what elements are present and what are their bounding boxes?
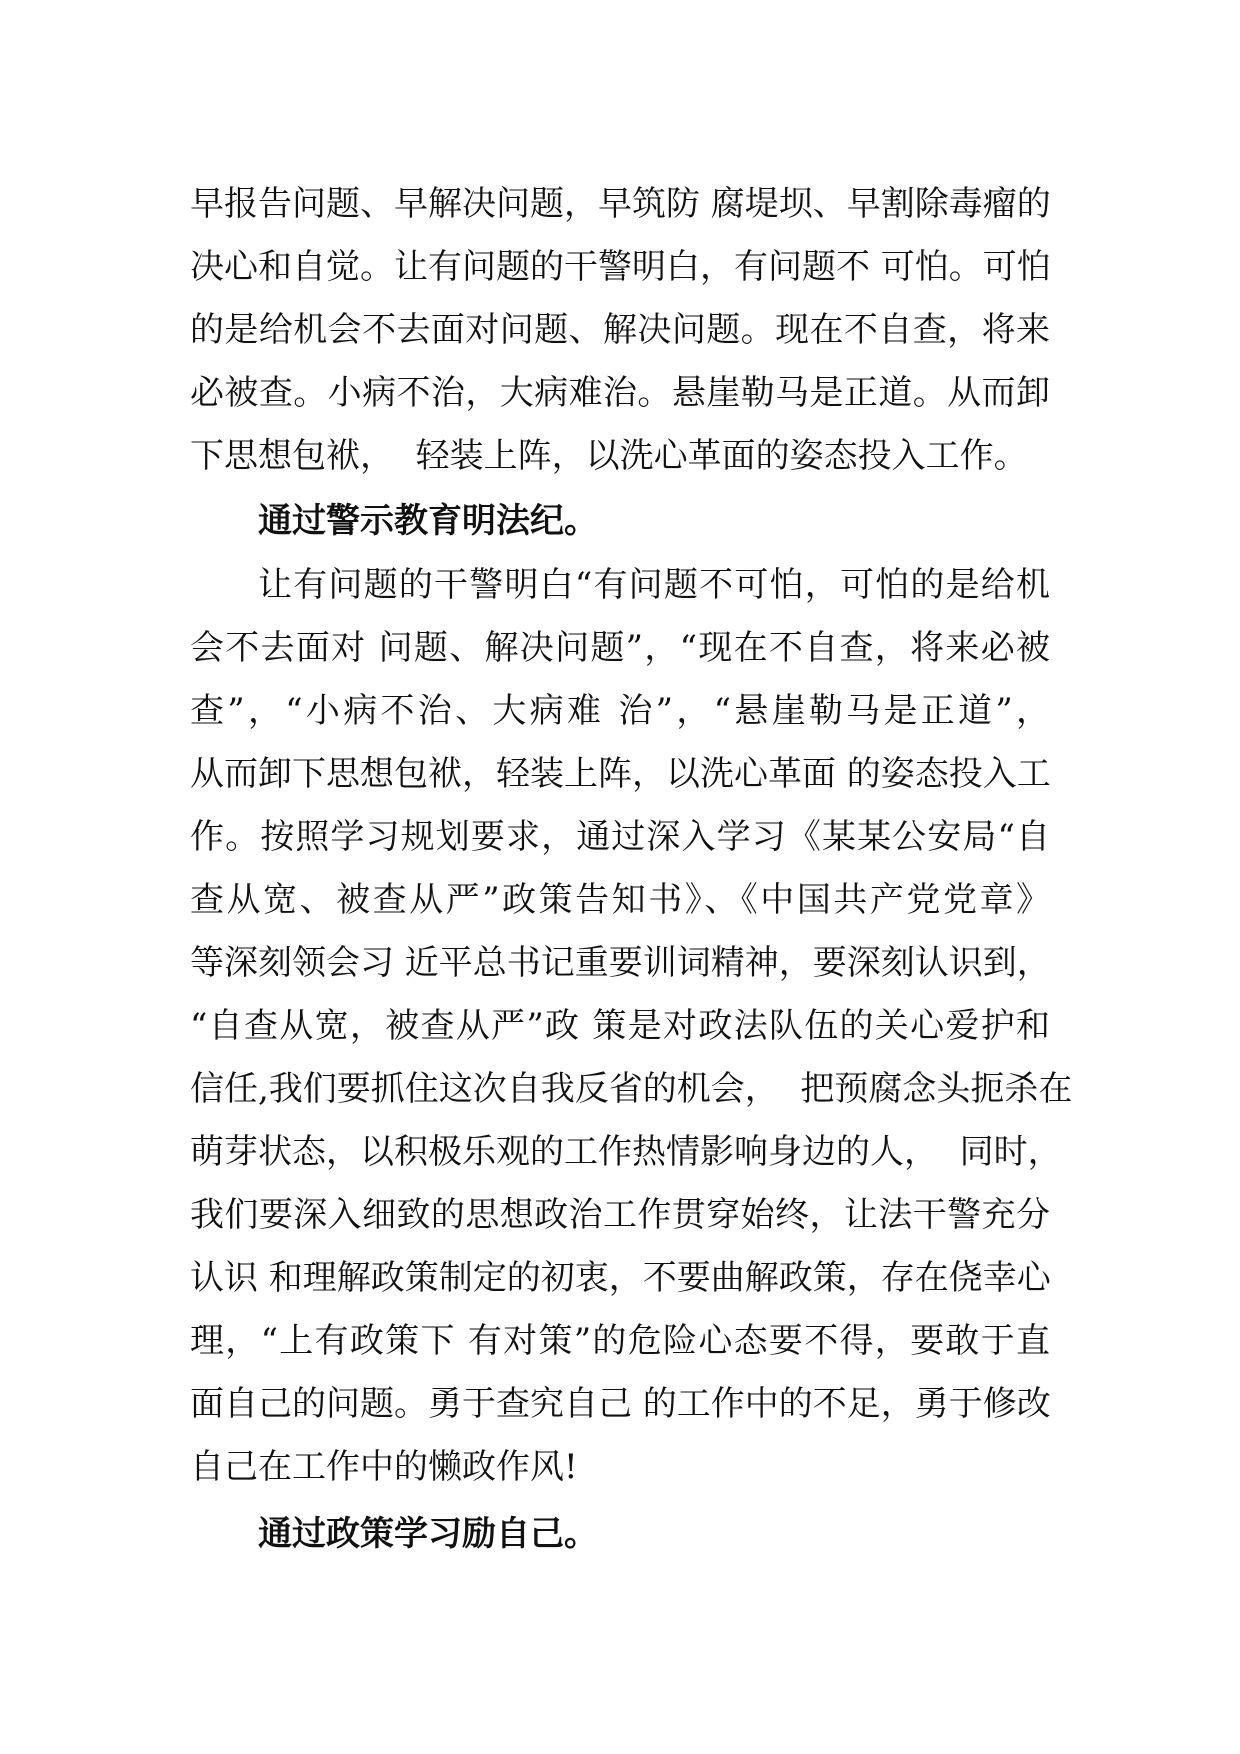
- paragraph-line: 作。按照学习规划要求，通过深入学习《某某公安局“自: [190, 817, 1050, 857]
- paragraph-line: 信任,我们要抓住这次自我反省的机会， 把预腐念头扼杀在: [190, 1069, 1073, 1109]
- paragraph-line: 查从宽、被查从严”政策告知书》、《中国共产党党章》: [190, 880, 1050, 920]
- paragraph-line: 查”，“小病不治、大病难 治”，“悬崖勒马是正道”，: [190, 691, 1050, 731]
- paragraph-line: 等深刻领会习 近平总书记重要训词精神，要深刻认识到，: [190, 943, 1051, 983]
- paragraph-line: 理，“上有政策下 有对策”的危险心态要不得，要敢于直: [190, 1321, 1050, 1361]
- paragraph-line: 的是给机会不去面对问题、解决问题。现在不自查，将来: [190, 310, 1050, 350]
- paragraph-line: 决心和自觉。让有问题的干警明白，有问题不 可怕。可怕: [190, 247, 1051, 287]
- paragraph-line: “自查从宽，被查从严”政 策是对政法队伍的关心爱护和: [190, 1006, 1050, 1046]
- section-heading: 通过政策学习励自己。: [258, 1514, 598, 1554]
- paragraph-line: 自己在工作中的懒政作风!: [190, 1447, 578, 1487]
- paragraph-line: 从而卸下思想包袱，轻装上阵，以洗心革面 的姿态投入工: [190, 754, 1051, 794]
- paragraph-line: 认识 和理解政策制定的初衷，不要曲解政策，存在侥幸心: [190, 1258, 1051, 1298]
- paragraph-line: 下思想包袱， 轻装上阵，以洗心革面的姿态投入工作。: [190, 436, 1028, 476]
- section-heading: 通过警示教育明法纪。: [258, 501, 598, 541]
- paragraph-line: 会不去面对 问题、解决问题”，“现在不自查，将来必被: [190, 628, 1050, 668]
- paragraph-line: 早报告问题、早解决问题，早筑防 腐堤坝、早割除毒瘤的: [190, 184, 1051, 224]
- paragraph-line: 让有问题的干警明白“有问题不可怕，可怕的是给机: [258, 565, 1050, 605]
- paragraph-line: 面自己的问题。勇于查究自己 的工作中的不足，勇于修改: [190, 1384, 1051, 1424]
- paragraph-line: 萌芽状态，以积极乐观的工作热情影响身边的人， 同时，: [190, 1132, 1062, 1172]
- paragraph-line: 必被查。小病不治，大病难治。悬崖勒马是正道。从而卸: [190, 373, 1050, 413]
- paragraph-line: 我们要深入细致的思想政治工作贯穿始终，让法干警充分: [190, 1195, 1050, 1235]
